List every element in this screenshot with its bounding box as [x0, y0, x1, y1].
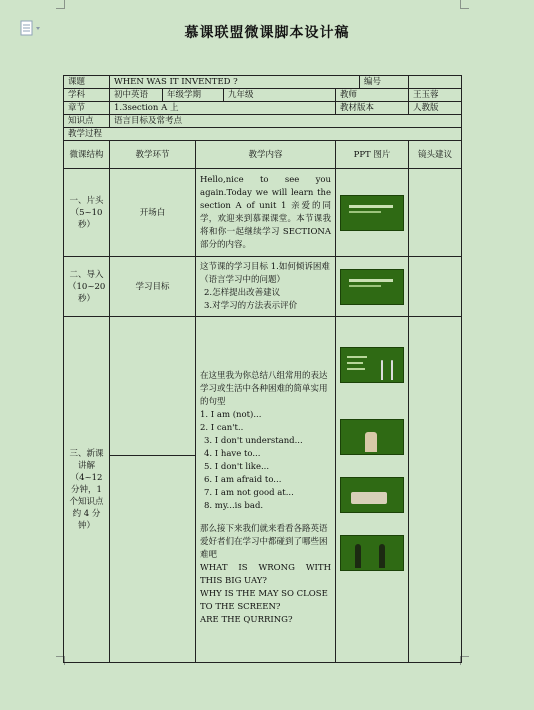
slide-thumbnail: [340, 535, 404, 571]
slide-thumbnail: [340, 347, 404, 383]
section-2-ppt: [336, 257, 409, 317]
section-1-ppt: [336, 169, 409, 257]
slide-thumbnail: [340, 269, 404, 305]
outro-text: 那么接下来我们就来看看各路英语爱好者们在学习中都碰到了哪些困难吧: [200, 524, 328, 560]
section-2-structure: 二、导入（10~20 秒）: [64, 257, 110, 317]
section-3-segment: [110, 317, 196, 663]
section-2-content: [196, 257, 336, 317]
knowledge-label: 知识点: [64, 115, 110, 128]
topic-label: 课题: [64, 76, 110, 89]
col-structure-header: 微课结构: [64, 141, 110, 169]
section-1-structure: 一、片头（5~10 秒）: [64, 169, 110, 257]
textbook-value: 人教版: [409, 102, 462, 115]
textbook-label: 教材版本: [336, 102, 409, 115]
phrase-item: 1. I am (not)...: [200, 410, 262, 420]
number-label: 编号: [359, 76, 408, 88]
section-2-segment: 学习目标: [110, 257, 196, 317]
page-title: 慕课联盟微课脚本设计稿: [184, 25, 350, 41]
intro-text: 在这里我为你总结八组常用的表达学习或生活中各种困难的简单实用的句型: [200, 371, 328, 407]
slide-thumbnail: [340, 195, 404, 231]
slide-thumbnail: [340, 477, 404, 513]
section-3-content: [196, 317, 336, 663]
phrase-item: 5. I don't like...: [204, 462, 270, 472]
knowledge-value: 语言目标及常考点: [110, 115, 462, 128]
script-table: [63, 75, 462, 663]
goal-line: 2.怎样提出改善建议: [204, 287, 281, 298]
phrase-item: 6. I am afraid to...: [204, 475, 282, 485]
semester-label: 年级学期: [163, 89, 224, 101]
chapter-label: 章节: [64, 102, 110, 115]
crop-mark-top-right: [460, 0, 469, 9]
section-3-structure: 三、新课讲解（4~12 分钟，1 个知识点约 4 分钟）: [64, 317, 110, 663]
crop-mark-top-left: [56, 0, 65, 9]
topic-value: WHEN WAS IT INVENTED ?: [114, 77, 238, 87]
phrase-item: 8. my...is bad.: [204, 501, 264, 511]
section-3-camera: [409, 317, 462, 663]
question-line: WHY IS THE MAY SO CLOSE TO THE SCREEN?: [200, 589, 328, 612]
subject-label: 学科: [64, 89, 110, 102]
grade-value: 九年级: [228, 90, 254, 100]
col-camera-header: 镜头建议: [409, 141, 462, 169]
chapter-value: 1.3section A 上: [110, 102, 336, 115]
col-content-header: 教学内容: [196, 141, 336, 169]
number-value: [409, 76, 462, 89]
phrase-item: 4. I have to...: [204, 449, 261, 459]
phrase-item: 2. I can't..: [200, 423, 244, 433]
col-ppt-header: PPT 图片: [336, 141, 409, 169]
section-1-segment: 开场白: [110, 169, 196, 257]
subject-value: 初中英语: [110, 89, 163, 101]
goal-line: 这节课的学习目标 1.如何倾诉困难（语言学习中的问题）: [200, 261, 330, 285]
goal-line: 3.对学习的方法表示评价: [204, 300, 298, 311]
section-2-camera: [409, 257, 462, 317]
question-line: WHAT IS WRONG WITH THIS BIG UAY?: [200, 563, 331, 586]
question-line: ARE THE QURRING?: [200, 615, 293, 625]
section-1-camera: [409, 169, 462, 257]
teacher-value: 王玉蓉: [409, 89, 462, 102]
teacher-label: 教师: [340, 90, 358, 100]
phrase-item: 3. I don't understand...: [204, 436, 303, 446]
section-1-content: Hello,nice to see you again.Today we will learn the section A of unit 1 亲爱的同学，欢迎来到慕课课堂。本节课我将和你一起继续学习 SECTIONA 部分的内容。: [196, 169, 336, 257]
section-3-ppt: [336, 317, 409, 663]
slide-thumbnail: [340, 419, 404, 455]
process-label: 教学过程: [64, 128, 462, 141]
phrase-item: 7. I am not good at...: [204, 488, 294, 498]
col-segment-header: 教学环节: [110, 141, 196, 169]
